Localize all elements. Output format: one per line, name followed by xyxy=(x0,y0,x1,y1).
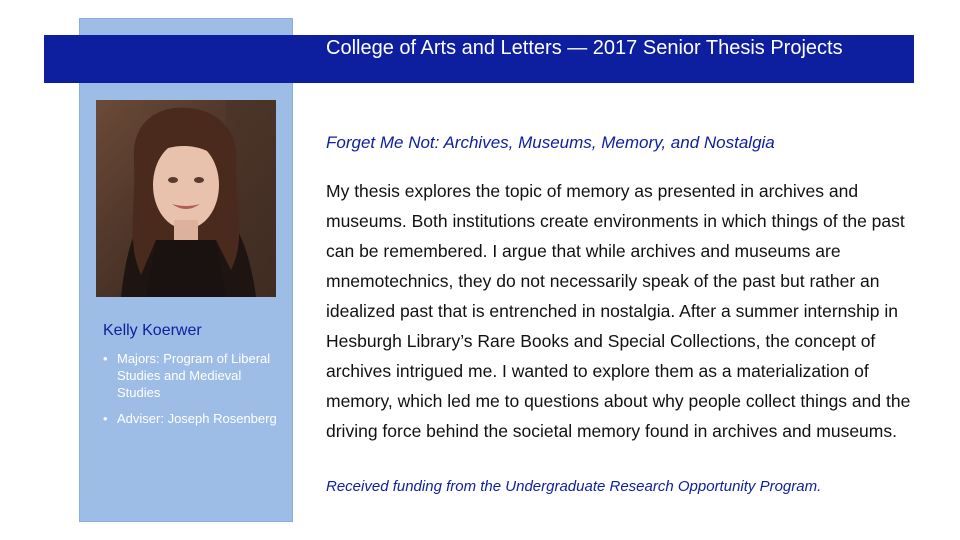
majors-item: • Majors: Program of Liberal Studies and Medieval Studies xyxy=(103,350,283,401)
student-details-list xyxy=(103,350,283,436)
adviser-item: • Adviser: Joseph Rosenberg xyxy=(103,410,283,427)
funding-note: Received funding from the Undergraduate Research Opportunity Program. xyxy=(326,478,822,495)
page-title: College of Arts and Letters — 2017 Senior Thesis Projects xyxy=(326,37,843,59)
student-portrait-image xyxy=(96,100,276,297)
thesis-title: Forget Me Not: Archives, Museums, Memory, and Nostalgia xyxy=(326,133,775,152)
thesis-abstract: My thesis explores the topic of memory as presented in archives and museums. Both institutions create environments in which things of the past can be remembered. I argue that while archives and museums are mnemotechnics, they do not necessarily speak of the past but rather an idealized past that is entrenched in nostalgia. After a summer internship in Hesburgh Library’s Rare Books and Special Collections, the concept of archives intrigued me. I wanted to explore them as a materialization of memory, which led me to questions about why people collect things and the driving force behind the societal memory found in archives and museums. xyxy=(326,181,911,441)
portrait-illustration xyxy=(96,100,276,297)
student-name: Kelly Koerwer xyxy=(103,322,202,339)
